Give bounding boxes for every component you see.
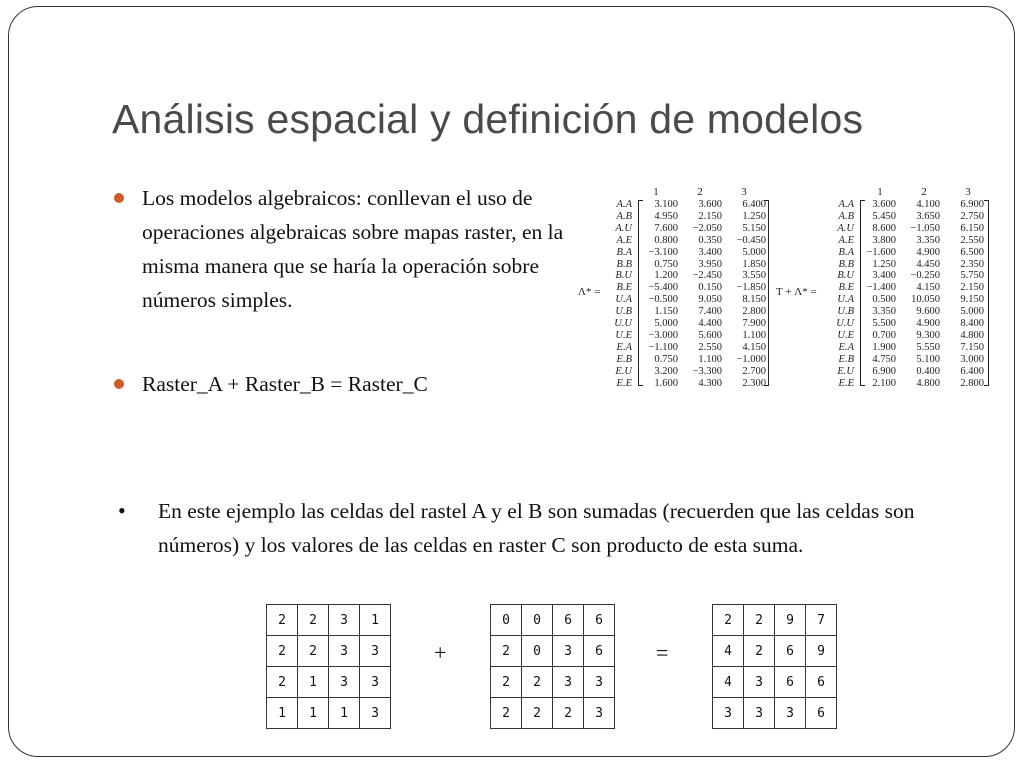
matrix-cell: 0.500 (872, 294, 896, 306)
matrix-column (852, 199, 896, 390)
col-header: 2 (921, 186, 927, 198)
matrix-cell: E.A (838, 341, 854, 353)
paragraph-bullet-icon: • (118, 498, 126, 523)
raster-a-grid (266, 604, 391, 729)
grid-row (267, 636, 391, 667)
matrix-cell: −0.250 (910, 270, 940, 282)
grid-cell: 3 (744, 667, 775, 698)
grid-cell: 3 (360, 698, 391, 729)
matrix-cell: B.E (616, 282, 632, 294)
matrix-cell: 2.800 (960, 377, 984, 389)
grid-cell: 2 (744, 636, 775, 667)
matrix-cell: 3.600 (872, 199, 896, 210)
grid-row (713, 636, 837, 667)
grid-cell: 6 (553, 605, 584, 636)
matrix-cell: −5.400 (648, 282, 678, 294)
grid-cell: 1 (298, 698, 329, 729)
matrix-cell: A.A (838, 199, 854, 210)
grid-cell: 1 (298, 667, 329, 698)
matrix-cell: B.U (837, 270, 854, 282)
matrix-cell: B.B (838, 258, 854, 270)
matrix-cell: 5.000 (960, 306, 984, 318)
matrix-cell: 4.750 (872, 353, 896, 365)
matrix-cell: 2.800 (742, 306, 766, 318)
matrix-cell: 4.900 (916, 318, 940, 330)
grid-row (491, 667, 615, 698)
matrix-cell: E.U (837, 365, 854, 377)
col-header: 3 (741, 186, 747, 198)
matrix-cell: E.B (616, 353, 632, 365)
grid-cell: 2 (522, 667, 553, 698)
matrix-cell: 5.600 (698, 329, 722, 341)
grid-cell: 2 (267, 667, 298, 698)
matrix-cell: 4.150 (916, 282, 940, 294)
matrix-cell: −3.100 (648, 246, 678, 258)
matrix-cell: 5.150 (742, 222, 766, 234)
grid-cell: 2 (267, 605, 298, 636)
matrix-cell: 6.400 (742, 199, 766, 210)
matrix-cell: 6.500 (960, 246, 984, 258)
grid-cell: 3 (775, 698, 806, 729)
matrix-cell: A.U (615, 222, 632, 234)
grid-cell: 1 (267, 698, 298, 729)
matrix-cell: 7.900 (742, 318, 766, 330)
grid-cell: 9 (806, 636, 837, 667)
matrix-cell: 7.150 (960, 341, 984, 353)
grid-cell: 4 (713, 636, 744, 667)
matrix-cell: U.E (615, 329, 632, 341)
grid-row (267, 667, 391, 698)
matrix-cell: 4.950 (654, 210, 678, 222)
slide-title: Análisis espacial y definición de modelos (112, 96, 864, 142)
matrix-cell: 5.100 (916, 353, 940, 365)
matrix-cell: 4.100 (916, 199, 940, 210)
matrix-cell: −2.050 (692, 222, 722, 234)
grid-cell: 3 (360, 667, 391, 698)
matrix-bracket-right (764, 200, 769, 386)
matrix-cell: 3.350 (872, 306, 896, 318)
matrix-cell: 9.150 (960, 294, 984, 306)
matrix-cell: −1.050 (910, 222, 940, 234)
matrix-column (634, 199, 678, 390)
grid-cell: 6 (584, 636, 615, 667)
grid-row (267, 605, 391, 636)
grid-cell: 1 (329, 698, 360, 729)
grid-row (491, 698, 615, 729)
equals-operator: = (656, 640, 669, 665)
matrix-cell: 6.900 (872, 365, 896, 377)
matrix-cell: 1.100 (698, 353, 722, 365)
grid-cell: 2 (744, 605, 775, 636)
col-header: 3 (965, 186, 971, 198)
grid-cell: 6 (584, 605, 615, 636)
grid-row (713, 667, 837, 698)
matrix-cell: 3.400 (872, 270, 896, 282)
matrix-cell: U.A (615, 294, 632, 306)
matrix-cell: 3.650 (916, 210, 940, 222)
grid-cell: 6 (775, 636, 806, 667)
grid-cell: 2 (553, 698, 584, 729)
matrix-cell: 4.150 (742, 341, 766, 353)
matrix-cell: B.U (615, 270, 632, 282)
matrix-cell: −1.000 (736, 353, 766, 365)
matrix-row-labels (606, 199, 632, 390)
matrix-cell: −1.400 (866, 282, 896, 294)
matrix-cell: U.E (837, 329, 854, 341)
matrix-cell: A.B (838, 210, 854, 222)
grid-cell: 6 (806, 667, 837, 698)
matrix-cell: 9.050 (698, 294, 722, 306)
grid-cell: 2 (298, 605, 329, 636)
matrix-cell: 0.750 (654, 353, 678, 365)
grid-cell: 3 (553, 667, 584, 698)
grid-cell: 3 (584, 698, 615, 729)
matrix-cell: 5.500 (872, 318, 896, 330)
bullet-raster-equation (114, 367, 570, 401)
matrix-cell: 3.100 (654, 199, 678, 210)
matrix-cell: 2.550 (698, 341, 722, 353)
grid-cell: 2 (298, 636, 329, 667)
matrix-cell: U.B (837, 306, 854, 318)
matrix-cell: B.B (616, 258, 632, 270)
grid-cell: 9 (775, 605, 806, 636)
bullet-algebraic-models (114, 181, 570, 317)
matrix-column (722, 199, 766, 390)
matrix-cell: 1.600 (654, 377, 678, 389)
matrix-cell: 0.350 (698, 234, 722, 246)
bullet-dot-icon (114, 193, 124, 203)
matrix-cell: −0.450 (736, 234, 766, 246)
grid-cell: 3 (329, 636, 360, 667)
matrix-cell: 3.600 (698, 199, 722, 210)
matrix-cell: E.U (615, 365, 632, 377)
matrix-cell: 2.350 (960, 258, 984, 270)
matrix-cell: 2.750 (960, 210, 984, 222)
matrix-cell: 3.350 (916, 234, 940, 246)
matrix-cell: 8.150 (742, 294, 766, 306)
matrix-cell: A.B (616, 210, 632, 222)
matrix-cell: U.B (615, 306, 632, 318)
bullet-text: Los modelos algebraicos: conllevan el uso de operaciones algebraicas sobre mapas raster, en la misma manera que se haría la operación sobre números simples. (142, 186, 564, 312)
matrix-cell: −2.450 (692, 270, 722, 282)
matrix-cell: −1.100 (648, 341, 678, 353)
matrix-cell: E.B (838, 353, 854, 365)
matrix-cell: 4.800 (960, 329, 984, 341)
matrix-cell: 3.800 (872, 234, 896, 246)
grid-cell: 6 (775, 667, 806, 698)
matrix-right-label: T + Λ* = (776, 286, 817, 298)
matrix-cell: 5.000 (654, 318, 678, 330)
matrix-cell: 5.450 (872, 210, 896, 222)
paragraph-text: En este ejemplo las celdas del rastel A y el B son sumadas (recuerden que las celdas son números) y los valores de las celdas en raster C son producto de esta suma. (158, 499, 915, 557)
matrix-cell: U.A (837, 294, 854, 306)
matrix-cell: A.A (616, 199, 632, 210)
example-paragraph (118, 494, 968, 562)
matrix-cell: A.E (616, 234, 632, 246)
matrix-cell: 2.150 (698, 210, 722, 222)
grid-cell: 3 (329, 605, 360, 636)
matrix-cell: U.U (836, 318, 854, 330)
raster-c-grid (712, 604, 837, 729)
bullet-dot-icon (114, 379, 124, 389)
grid-row (491, 636, 615, 667)
col-header: 1 (653, 186, 659, 198)
raster-b-grid (490, 604, 615, 729)
matrix-cell: 4.400 (698, 318, 722, 330)
matrix-cell: 5.000 (742, 246, 766, 258)
matrix-cell: 2.700 (742, 365, 766, 377)
matrix-cell: 0.800 (654, 234, 678, 246)
matrix-cell: 2.550 (960, 234, 984, 246)
grid-row (713, 605, 837, 636)
matrix-cell: 2.300 (742, 377, 766, 389)
matrix-cell: 7.600 (654, 222, 678, 234)
matrix-cell: 3.200 (654, 365, 678, 377)
matrix-cell: 1.100 (742, 329, 766, 341)
matrix-cell: 1.250 (872, 258, 896, 270)
matrix-cell: B.A (838, 246, 854, 258)
grid-cell: 3 (329, 667, 360, 698)
matrix-cell: 8.400 (960, 318, 984, 330)
matrix-cell: A.U (837, 222, 854, 234)
matrix-cell: 1.250 (742, 210, 766, 222)
matrix-cell: 0.750 (654, 258, 678, 270)
plus-operator: + (434, 640, 447, 665)
grid-cell: 2 (522, 698, 553, 729)
grid-cell: 3 (744, 698, 775, 729)
matrix-cell: 0.400 (916, 365, 940, 377)
matrix-cell: 2.100 (872, 377, 896, 389)
grid-cell: 2 (491, 698, 522, 729)
matrix-bracket-right (984, 200, 989, 386)
matrix-cell: 4.800 (916, 377, 940, 389)
matrix-column (940, 199, 984, 390)
matrix-cell: −3.300 (692, 365, 722, 377)
matrix-cell: 1.850 (742, 258, 766, 270)
col-header: 1 (877, 186, 883, 198)
matrix-cell: 5.550 (916, 341, 940, 353)
matrix-cell: 4.300 (698, 377, 722, 389)
grid-row (713, 698, 837, 729)
matrix-cell: 9.600 (916, 306, 940, 318)
matrix-cell: 1.150 (654, 306, 678, 318)
grid-cell: 2 (491, 636, 522, 667)
matrix-cell: 3.400 (698, 246, 722, 258)
matrix-cell: 0.150 (698, 282, 722, 294)
grid-cell: 4 (713, 667, 744, 698)
matrix-cell: B.A (616, 246, 632, 258)
grid-cell: 0 (491, 605, 522, 636)
matrix-cell: 0.700 (872, 329, 896, 341)
matrix-cell: 6.900 (960, 199, 984, 210)
matrix-cell: −3.000 (648, 329, 678, 341)
matrix-cell: 4.900 (916, 246, 940, 258)
grid-cell: 0 (522, 636, 553, 667)
matrix-cell: −1.850 (736, 282, 766, 294)
grid-cell: 3 (584, 667, 615, 698)
matrix-cell: 4.450 (916, 258, 940, 270)
matrix-cell: 3.950 (698, 258, 722, 270)
matrix-cell: 1.900 (872, 341, 896, 353)
grid-cell: 2 (267, 636, 298, 667)
matrix-column (896, 199, 940, 390)
matrix-cell: 7.400 (698, 306, 722, 318)
grid-row (267, 698, 391, 729)
matrix-cell: 1.200 (654, 270, 678, 282)
matrix-cell: E.E (616, 377, 632, 389)
bullet-text: Raster_A + Raster_B = Raster_C (142, 372, 428, 396)
matrix-left-label: Λ* = (578, 286, 601, 298)
matrix-cell: U.U (614, 318, 632, 330)
matrix-cell: 6.150 (960, 222, 984, 234)
matrix-cell: 2.150 (960, 282, 984, 294)
grid-cell: 3 (553, 636, 584, 667)
grid-row (491, 605, 615, 636)
grid-cell: 3 (713, 698, 744, 729)
matrix-cell: B.E (838, 282, 854, 294)
matrix-cell: A.E (838, 234, 854, 246)
matrix-cell: 3.000 (960, 353, 984, 365)
grid-cell: 6 (806, 698, 837, 729)
matrix-cell: E.E (838, 377, 854, 389)
col-header: 2 (697, 186, 703, 198)
matrix-row-labels (828, 199, 854, 390)
matrix-cell: 3.550 (742, 270, 766, 282)
matrix-cell: 8.600 (872, 222, 896, 234)
matrix-cell: 5.750 (960, 270, 984, 282)
matrix-cell: E.A (616, 341, 632, 353)
grid-cell: 2 (491, 667, 522, 698)
grid-cell: 7 (806, 605, 837, 636)
matrix-cell: −0.500 (648, 294, 678, 306)
matrix-cell: 6.400 (960, 365, 984, 377)
matrix-cell: 10.050 (911, 294, 940, 306)
grid-cell: 1 (360, 605, 391, 636)
matrix-column (678, 199, 722, 390)
grid-cell: 0 (522, 605, 553, 636)
grid-cell: 3 (360, 636, 391, 667)
grid-cell: 2 (713, 605, 744, 636)
matrix-cell: −1.600 (866, 246, 896, 258)
matrix-cell: 9.300 (916, 329, 940, 341)
